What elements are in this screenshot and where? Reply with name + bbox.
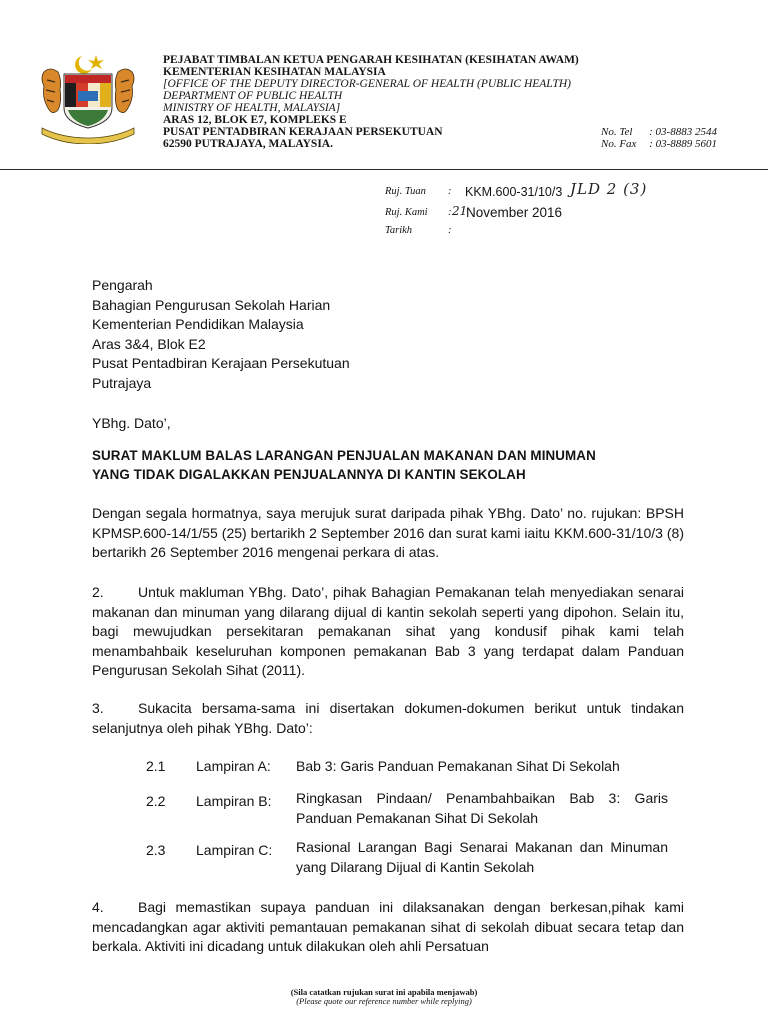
header-divider [0, 169, 768, 170]
ruj-tuan-colon: : [448, 186, 452, 197]
header-line-3: [OFFICE OF THE DEPUTY DIRECTOR-GENERAL OF HEALTH (PUBLIC HEALTH) [163, 78, 572, 90]
ruj-tuan-label: Ruj. Tuan [385, 186, 426, 197]
ruj-kami-label: Ruj. Kami [385, 207, 428, 218]
tel-label: No. Tel [601, 126, 633, 138]
handwritten-day: 21 [452, 204, 468, 218]
recipient-line-2: Bahagian Pengurusan Sekolah Harian [92, 297, 331, 313]
fax-line [601, 138, 717, 150]
header-line-1: PEJABAT TIMBALAN KETUA PENGARAH KESIHATAN (KESIHATAN AWAM) [163, 54, 579, 66]
letter-date: November 2016 [466, 205, 563, 220]
attachment-3-text: Rasional Larangan Bagi Senarai Makanan dan Minuman yang Dilarang Dijual di Kantin Sekolah [296, 839, 668, 875]
header-line-2: KEMENTERIAN KESIHATAN MALAYSIA [163, 66, 386, 78]
coat-of-arms-logo [38, 52, 138, 144]
subject-line-1: SURAT MAKLUM BALAS LARANGAN PENJUALAN MAKANAN DAN MINUMAN [92, 448, 596, 463]
ruj-kami-value: KKM.600-31/10/3 [465, 185, 563, 199]
fax-value: : 03-8889 5601 [649, 138, 718, 150]
attachment-3-label: Lampiran C: [196, 842, 273, 858]
attachment-1-number: 2.1 [146, 758, 166, 774]
recipient-line-1: Pengarah [92, 277, 153, 293]
header-line-5: MINISTRY OF HEALTH, MALAYSIA] [163, 102, 341, 114]
handwritten-file-ref: JLD 2 (3) [570, 180, 648, 198]
salutation: YBhg. Dato’, [92, 415, 171, 431]
recipient-line-4: Aras 3&4, Blok E2 [92, 336, 206, 352]
ruj-kami-colon: : [448, 207, 452, 218]
header-line-7: PUSAT PENTADBIRAN KERAJAAN PERSEKUTUAN [163, 126, 443, 138]
attachment-3-number: 2.3 [146, 842, 166, 858]
header-line-4: DEPARTMENT OF PUBLIC HEALTH [163, 90, 343, 102]
attachment-2-number: 2.2 [146, 793, 166, 809]
paragraph-4-number: 4. [92, 899, 104, 915]
attachment-2-text: Ringkasan Pindaan/ Penambahbaikan Bab 3: Garis Panduan Pemakanan Sihat Di Sekolah [296, 790, 668, 826]
attachment-1-label: Lampiran A: [196, 758, 271, 774]
tarikh-label: Tarikh [385, 225, 413, 236]
paragraph-3-text: Sukacita bersama-sama ini disertakan dokumen-dokumen berikut untuk tindakan selanjutnya oleh pihak YBhg. Dato’: [92, 700, 684, 736]
subject-line-2: YANG TIDAK DIGALAKKAN PENJUALANNYA DI KANTIN SEKOLAH [92, 467, 526, 482]
footer-note-english: (Please quote our reference number while replying) [296, 996, 472, 1006]
attachment-1-text: Bab 3: Garis Panduan Pemakanan Sihat Di Sekolah [296, 758, 620, 774]
footer-note-malay: (Sila catatkan rujukan surat ini apabila menjawab) [290, 987, 478, 997]
recipient-line-6: Putrajaya [92, 375, 152, 391]
tel-value: : 03-8883 2544 [649, 126, 717, 138]
tarikh-colon: : [448, 225, 452, 236]
paragraph-3-number: 3. [92, 700, 104, 716]
attachment-2-label: Lampiran B: [196, 793, 272, 809]
paragraph-2-text: Untuk makluman YBhg. Dato’, pihak Bahagian Pemakanan telah menyediakan senarai makanan dan minuman yang dilarang dijual di kantin sekolah seperti yang dipohon. Selain itu, bagi mewujudkan persekitaran pemakanan sihat yang kondusif pihak kami telah menambahbaik keseluruhan komponen pemakanan Bab 3 yang terdapat dalam Panduan Pengurusan Sekolah Sihat (2011). [92, 584, 684, 679]
recipient-line-5: Pusat Pentadbiran Kerajaan Persekutuan [92, 355, 350, 371]
paragraph-2 [92, 583, 684, 681]
paragraph-4-text: Bagi memastikan supaya panduan ini dilaksanakan dengan berkesan,pihak kami mencadangkan agar aktiviti pemantauan pemakanan sihat di sekolah dibuat secara tetap dan berkala. Aktiviti ini dicadang untuk dilakukan oleh ahli Persatuan [92, 899, 684, 955]
paragraph-3 [92, 699, 684, 738]
tel-line [601, 126, 717, 138]
recipient-line-3: Kementerian Pendidikan Malaysia [92, 316, 304, 332]
fax-label: No. Fax [601, 138, 637, 150]
paragraph-4 [92, 898, 684, 957]
paragraph-1: Dengan segala hormatnya, saya merujuk surat daripada pihak YBhg. Dato’ no. rujukan: BPSH KPMSP.600-14/1/55 (25) bertarikh 2 September 2016 dan surat kami iaitu KKM.600-31/10/3 (8) bertarikh 26 September 2016 mengenai perkara di atas. [92, 505, 684, 561]
header-line-8: 62590 PUTRAJAYA, MALAYSIA. [163, 138, 333, 150]
paragraph-2-number: 2. [92, 584, 104, 600]
header-line-6: ARAS 12, BLOK E7, KOMPLEKS E [163, 114, 347, 126]
